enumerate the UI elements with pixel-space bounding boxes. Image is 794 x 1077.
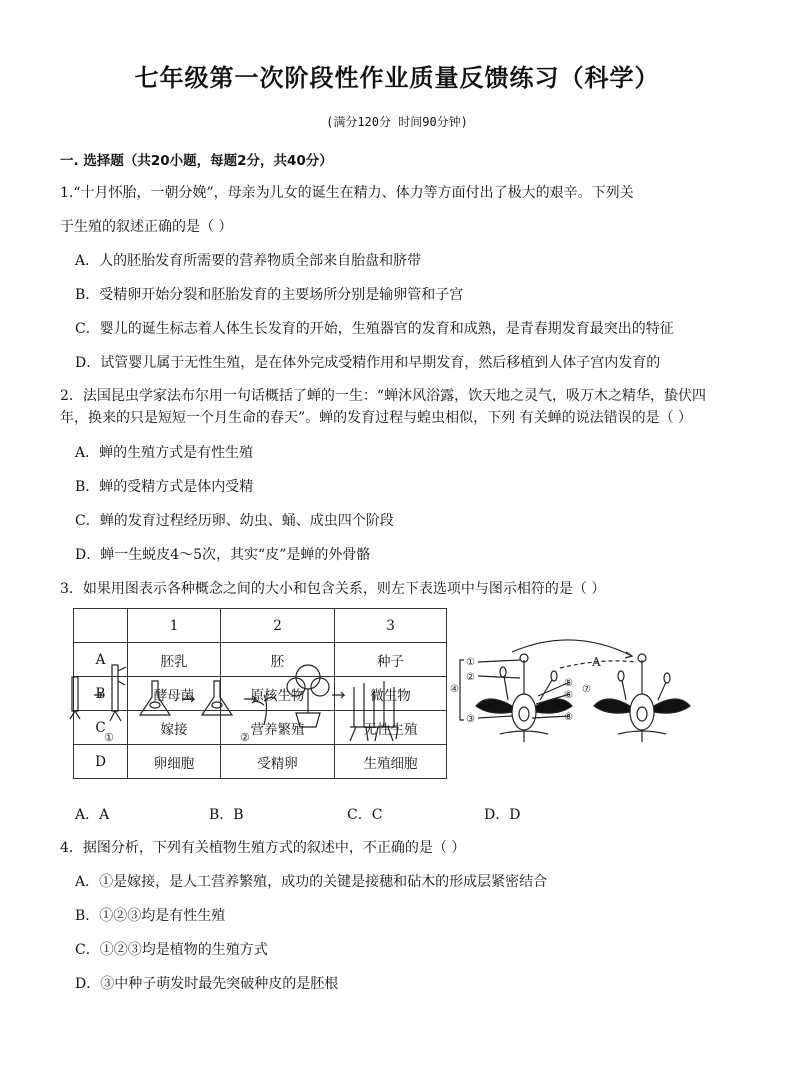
q1-option-c: C．婴儿的诞生标志着人体生长发育的开始，生殖器官的发育和成熟，是青春期发育最突出的特征 (75, 321, 674, 337)
table-cell: 胚乳 (128, 643, 221, 677)
table-cell: 微生物 (335, 677, 447, 711)
graft-stock-icon (72, 677, 78, 711)
flower-pollination-diagram (452, 630, 712, 750)
diagram-label-6: ⑥ (564, 690, 573, 701)
diagram-label-5: ⑤ (564, 678, 573, 689)
diagram-label-3: ③ (466, 714, 475, 725)
table-header-cell: 3 (335, 609, 447, 643)
section-heading: 一. 选择题（共20小题，每题2分，共40分） (60, 153, 333, 169)
table-cell: 胚 (221, 643, 335, 677)
q1-option-d: D．试管婴儿属于无性生殖，是在体外完成受精作用和早期发育，然后移植到人体子宫内发育的 (75, 355, 661, 371)
table-header-cell: 2 (221, 609, 335, 643)
q4-option-b: B．①②③均是有性生殖 (75, 908, 226, 924)
q1-stem-line2: 于生殖的叙述正确的是（ ） (60, 219, 233, 235)
table-cell: B (74, 677, 128, 711)
pollination-arrow-icon (512, 640, 632, 656)
diagram-label-4: ④ (450, 684, 459, 695)
page-title: 七年级第一次阶段性作业质量反馈练习（科学） (134, 64, 660, 92)
table-cell: 种子 (335, 643, 447, 677)
diagram-label-a: A (592, 655, 601, 669)
q3-stem: 3．如果用图表示各种概念之间的大小和包含关系，则左下表选项中与图示相符的是（ ） (60, 581, 606, 597)
table-cell: D (74, 745, 128, 779)
plant-reproduction-figure (64, 655, 444, 750)
table-cell: C (74, 711, 128, 745)
q1-option-a: A．人的胚胎发育所需要的营养物质全部来自胎盘和脐带 (75, 253, 422, 269)
table-cell: 酵母菌 (128, 677, 221, 711)
plant-figure-label-2: ② (240, 731, 250, 744)
table-cell: 受精卵 (221, 745, 335, 779)
q2-option-d: D．蝉一生蜕皮4～5次，其实“皮”是蝉的外骨骼 (75, 547, 371, 563)
plant-figure-label-1: ① (104, 731, 114, 744)
table-cell: 嫁接 (128, 711, 221, 745)
table-cell: A (74, 643, 128, 677)
q4-option-a: A．①是嫁接，是人工营养繁殖，成功的关键是接穗和砧木的形成层紧密结合 (75, 874, 548, 890)
table-cell: 生殖细胞 (335, 745, 447, 779)
q2-stem-line1: 2．法国昆虫学家法布尔用一句话概括了蝉的一生：“蝉沐风浴露，饮天地之灵气，吸万木之精华，蛰伏四 (60, 388, 707, 404)
diagram-label-1: ① (466, 657, 475, 668)
ovary-icon (512, 694, 536, 730)
q4-stem: 4．据图分析，下列有关植物生殖方式的叙述中，不正确的是（ ） (60, 840, 466, 856)
q1-stem-line1: 1.“十月怀胎，一朝分娩”，母亲为儿女的诞生在精力、体力等方面付出了极大的艰辛。下列关 (60, 185, 634, 201)
table-cell: 原核生物 (221, 677, 335, 711)
q2-option-c: C．蝉的发育过程经历卵、幼虫、蛹、成虫四个阶段 (75, 513, 394, 529)
q3-option-c: C．C (347, 807, 383, 823)
table-cell: 无性生殖 (335, 711, 447, 745)
diagram-label-8: ⑧ (564, 712, 573, 723)
table-cell: 营养繁殖 (221, 711, 335, 745)
q3-option-d: D．D (484, 807, 521, 823)
diagram-label-7: ⑦ (582, 684, 591, 695)
page-subtitle: (满分120分 时间90分钟) (326, 115, 468, 129)
table-header-cell: 1 (128, 609, 221, 643)
q2-stem-line2: 年，换来的只是短短一个月生命的春天”。蝉的发育过程与蝗虫相似，下列 有关蝉的说法错误的是（ ） (60, 410, 693, 426)
q4-option-c: C．①②③均是植物的生殖方式 (75, 942, 268, 958)
table-cell: 卵细胞 (128, 745, 221, 779)
q2-option-a: A．蝉的生殖方式是有性生殖 (75, 445, 254, 461)
table-header-cell (74, 609, 128, 643)
q2-option-b: B．蝉的受精方式是体内受精 (75, 479, 254, 495)
table-header-row (74, 609, 447, 643)
q4-option-d: D．③中种子萌发时最先突破种皮的是胚根 (75, 976, 339, 992)
shrub-icon (296, 665, 320, 689)
q3-option-b: B．B (209, 807, 244, 823)
q1-option-b: B．受精卵开始分裂和胚胎发育的主要场所分别是输卵管和子宫 (75, 287, 464, 303)
flask-icon (140, 681, 170, 715)
q3-option-a: A．A (75, 807, 110, 823)
diagram-label-2: ② (466, 672, 475, 683)
